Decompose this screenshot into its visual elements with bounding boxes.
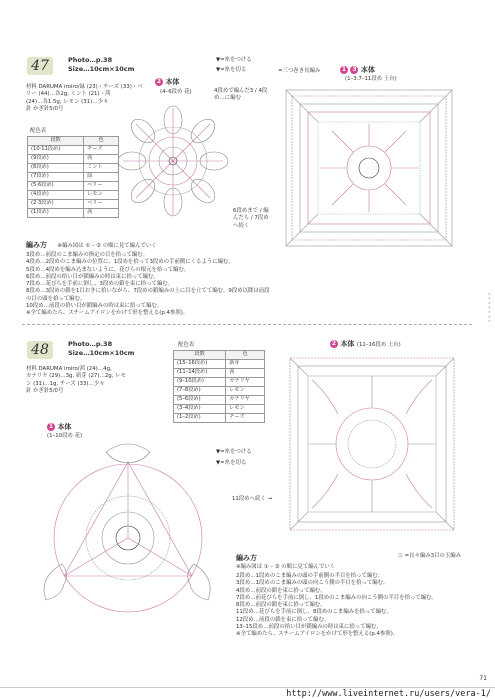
color-table-title-47: 配色表 (30, 128, 47, 134)
legend-48: ▼=糸をつける ▼=糸を切る (216, 449, 252, 467)
table-row: (5–6段め) カナリヤ (174, 396, 265, 405)
materials-line: 針 かぎ針5/0号 (26, 387, 64, 394)
materials-line: 材料 DARUMA iroiro/茜 (24)…4g, (26, 366, 112, 372)
materials-line: 針 かぎ針5/0号 (26, 105, 64, 112)
table-header: 段数 (28, 137, 84, 146)
color-table-48 (173, 350, 265, 423)
body-title-47: 1 3 本体 (341, 66, 375, 74)
attach-yarn-icon: ▼ (216, 57, 221, 63)
photo-ref-47: Photo…p.38 (68, 56, 113, 64)
puff-stitch-legend: ☰ =長々編み3目の玉編み (398, 553, 462, 559)
table-row: (7段め) 緑 (28, 173, 119, 182)
table-row: (5·6段め) ベリー (28, 182, 119, 191)
color-table-47 (27, 136, 119, 218)
howto-step: 8段め…3段めの鎖を1目おきに拾いながら、7段めの鎖編みの上に目を立てて編む。9段め以降は前段の目の頭を拾って編む。 (26, 288, 270, 302)
footer-url[interactable]: http://www.liveinternet.ru/users/vera-1/ (0, 687, 495, 699)
puff-stitch-icon: ☰ (398, 553, 403, 559)
table-row: (7–8段め) レモン (174, 387, 265, 396)
materials-line: (24)…各1.5g, レモン (31)…少々 (26, 98, 109, 105)
table-row: (1–2段め) チーズ (174, 414, 265, 423)
howto-step: 3段め…前段のこま編みの指定の目を拾って編む。 (26, 252, 149, 258)
arrow-right-icon: → (267, 496, 273, 502)
section-divider (22, 324, 472, 325)
table-row: (4段め) レモン (28, 191, 119, 200)
table-row: (3–4段め) レモン (174, 405, 265, 414)
flower-title-48: 1 本体 (48, 423, 72, 431)
side-label: ••••••• (485, 292, 492, 324)
pattern-number-48: 48 (27, 341, 53, 359)
howto-step: 4段め…2段めのこま編みの位置に、1段めを拾って3段めの手前側にくるように編む。 (26, 259, 234, 266)
howto-step: 5段め…4段めを編み込まないように、花びらの根元を拾って編む。 (26, 266, 190, 273)
howto-step: 4段め…前段の鎖を束に拾って編む。 (236, 587, 326, 594)
flower-diagram-48 (22, 440, 232, 640)
materials-48 (26, 366, 146, 395)
triple-treble-legend: =三つ巻き長編み (278, 68, 321, 74)
table-row: (10·11段め) チーズ (28, 146, 119, 155)
howto-step: 7段め…前花びらを手前に倒し、1段めのこま編みの向こう側の半目を拾って編む。 (236, 594, 437, 601)
pattern-number-47: 47 (27, 57, 53, 75)
materials-line: ン (31)…1g, チーズ (33)…少々 (26, 380, 105, 387)
howto-step: 7段め…花びらを手前に倒し、3段めの鎖を束に拾って編む。 (26, 281, 174, 288)
howto-step: 13–15段め…前段の拾い目が鎖編みの時は束に拾って編む。 (236, 624, 382, 631)
flower-subtitle-48: (1–10段め 花) (47, 433, 83, 439)
table-row: (8段め) ミント (28, 164, 119, 173)
howto-step: ※全て編めたら、スチームアイロンをかけて形を整える(p.4参照)。 (26, 310, 189, 317)
table-row: (9–10段め) カナリヤ (174, 378, 265, 387)
table-row: (11–14段め) 茜 (174, 369, 265, 378)
flower-title-47: 2 本体 (156, 78, 180, 86)
body-note-47: 6段めまで / 編んだら / 7段めへ続く (233, 208, 269, 229)
howto-step: 12段め…前段の鎖を束に拾って編む。 (236, 616, 330, 623)
table-header: 段数 (174, 351, 226, 360)
size-48: Size…10cm×10cm (68, 349, 135, 357)
flower-subtitle-47: (4–6段め 花) (160, 89, 192, 95)
materials-line: カナリヤ (29)…3g, 新芽 (27)…2g, レモ (26, 373, 126, 380)
body-diagram-47 (278, 84, 463, 252)
table-row: (15–16段め) 新芽 (174, 360, 265, 369)
legend-47: ▼=糸をつける ▼=糸を切る (216, 57, 252, 74)
howto-step: ※全て編めたら、スチームアイロンをかけて形を整える(p.4参照)。 (236, 631, 399, 638)
howto-step: 8段め…前段の鎖を束に拾って編む。 (236, 602, 326, 609)
howto-step: 10段め…前段の拾い目が鎖編みの時は束に拾って編む。 (26, 303, 163, 310)
cut-yarn-icon: ▼ (216, 460, 221, 467)
table-header: 色 (84, 137, 119, 146)
photo-ref-48: Photo…p.38 (68, 340, 113, 348)
step-2-marker: 2 (156, 78, 162, 85)
howto-title-48: 編み方 (236, 554, 257, 562)
flower-diagram-47 (118, 98, 228, 223)
step-2-marker: 2 (331, 340, 337, 347)
attach-yarn-icon: ▼ (216, 449, 221, 455)
page-number: 71 (479, 674, 487, 682)
materials-line: 材料 DARUMA iroiro/緑 (23)・チーズ (33)・ベリー (44)…各2g, ミント (21)・茜 (26, 84, 143, 98)
table-header: 色 (226, 351, 265, 360)
howto-steps-47 (26, 252, 271, 318)
step-1-marker: 1 (48, 423, 54, 430)
cut-yarn-icon: ▼ (216, 67, 221, 74)
body-title-48: 2 本体 (11–16段め 土台) (331, 340, 401, 348)
table-row: (1段め) 茜 (28, 209, 119, 218)
body-diagram-48 (282, 348, 462, 538)
continue-note-48: 11段めへ続く → (232, 496, 273, 502)
flower-note-47: 4段めで編んだ3 / 4段め…に編む (214, 88, 268, 102)
color-table-title-48: 配色表 (178, 342, 195, 348)
step-3-marker: 3 (352, 66, 357, 73)
size-47: Size…10cm×10cm (68, 65, 135, 73)
table-row: (9段め) 茜 (28, 155, 119, 164)
howto-title-47: 編み方 ※編み図は ① – ② の順に見て編んでいく (26, 241, 157, 249)
step-1-marker: 1 (341, 66, 347, 73)
howto-step: 6段め…前段の拾い目が鎖編みの時は束に拾って編む。 (26, 273, 159, 280)
howto-head-48: ※編み図は ① – ② の順に見て編んでいく (236, 564, 336, 570)
body-subtitle-47: (1–3.7–11段め 土台) (345, 76, 397, 82)
howto-step: 11段め…花びらを手前に倒し、8段めのこま編みを拾って編む。 (236, 609, 392, 616)
howto-step: 3段め…1段めのこま編みの頭の向こう側の半目を拾って編む。 (236, 580, 389, 587)
howto-steps-48 (236, 573, 476, 639)
table-row: (2·3段め) ベリー (28, 200, 119, 209)
howto-step: 2段め…1段めのこま編みの頭の手前側の半目を拾って編む。 (236, 573, 384, 579)
